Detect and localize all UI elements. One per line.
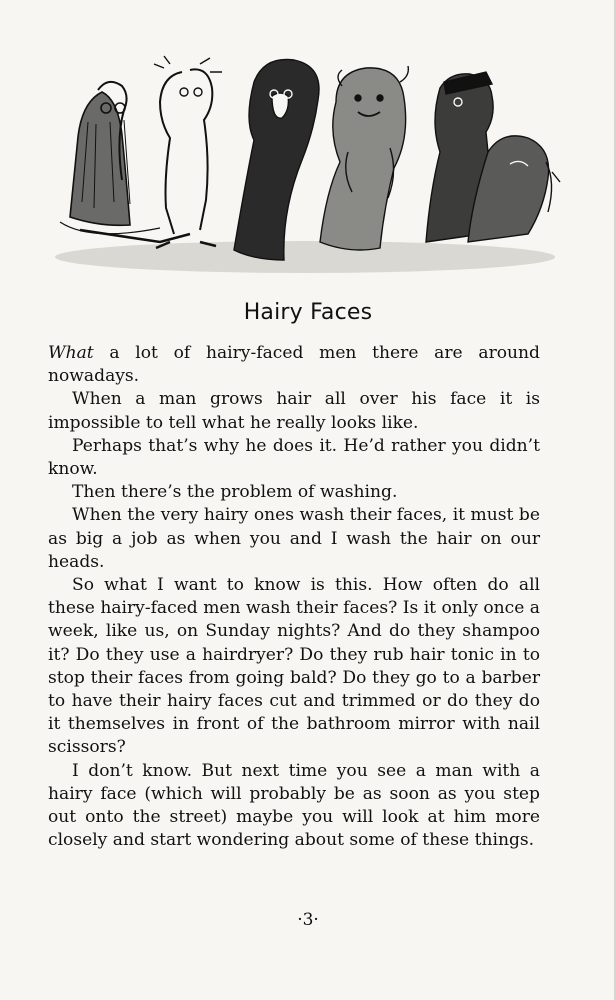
paragraph-2 (48, 388, 540, 434)
bearded-man-figure-2 (154, 56, 222, 248)
paragraph-5 (48, 504, 540, 574)
paragraph-text: a lot of hairy-faced men there are around nowadays. (48, 343, 540, 387)
bearded-man-figure-3 (234, 59, 319, 260)
chapter-title: Hairy Faces (243, 300, 373, 325)
paragraph-text: When the very hairy ones wash their faces, it must be as big a job as when you and I wash the hair on our heads. (48, 505, 540, 572)
paragraph-4 (48, 481, 540, 504)
paragraph-6 (48, 574, 540, 760)
paragraph-7 (48, 760, 540, 853)
hairy-men-illustration (40, 52, 570, 277)
paragraph-1 (48, 342, 540, 388)
emphasized-word: What (48, 343, 94, 363)
paragraph-text: So what I want to know is this. How often do all these hairy-faced men wash their faces? Is it only once a week, like us, on Sunday nights? And do they shampoo it? Do they use a hairdryer? Do they rub hair tonic in to stop their faces from going bald? Do they go to a barber to have their hairy faces cut and trimmed or do they do it themselves in front of the bathroom mirror with nail scissors? (48, 575, 540, 758)
bearded-man-figure-4 (320, 66, 408, 250)
paragraph-text: Perhaps that’s why he does it. He’d rather you didn’t know. (48, 435, 540, 480)
paragraph-3 (48, 435, 540, 481)
paragraph-text: Then there’s the problem of washing. (72, 482, 398, 503)
paragraph-text: When a man grows hair all over his face it is impossible to tell what he really looks like. (48, 389, 540, 433)
chapter-body (48, 342, 540, 852)
paragraph-text: I don’t know. But next time you see a man with a hairy face (which will probably be as soon as you step out onto the street) maybe you will look at him more closely and start wondering about some of these things. (48, 760, 540, 851)
page-number: ·3· (297, 910, 319, 930)
bearded-man-figure-1 (60, 82, 190, 242)
